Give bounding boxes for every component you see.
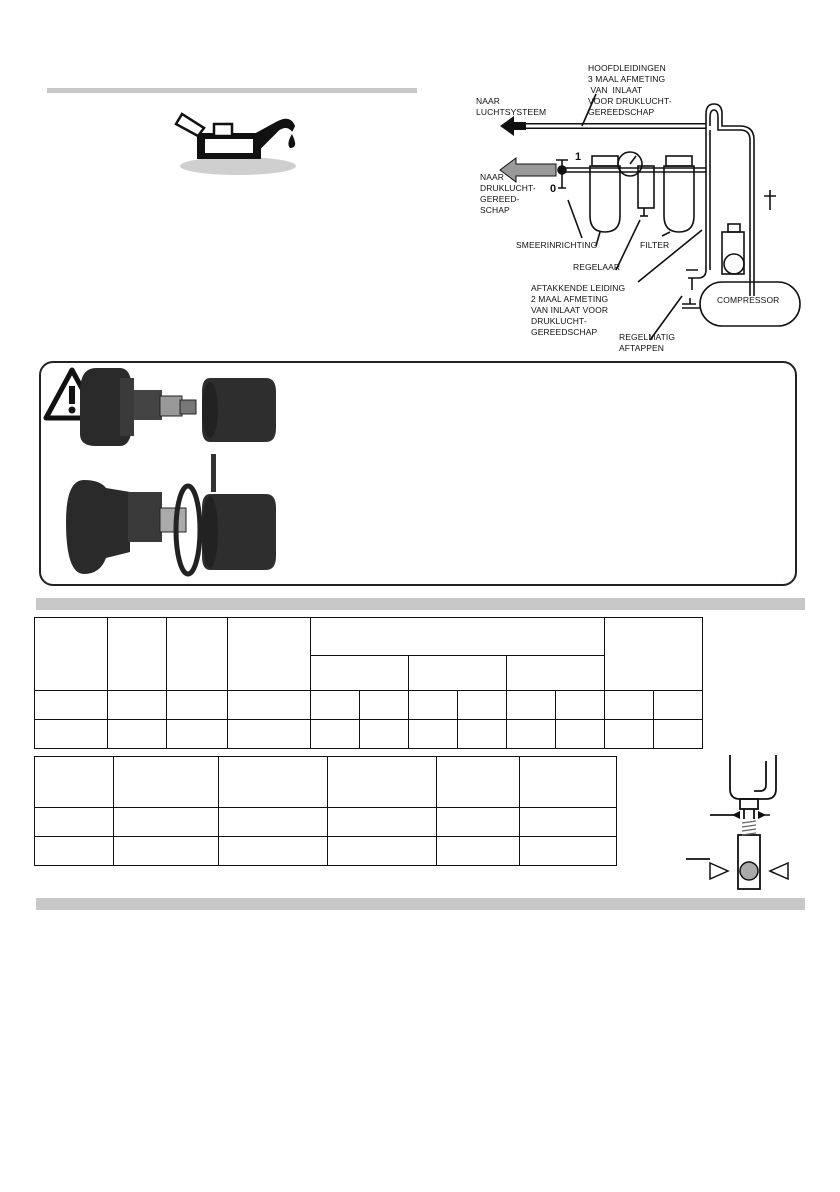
t1-cell <box>35 618 108 691</box>
t1-cell <box>605 720 654 749</box>
t2-cell <box>114 808 219 837</box>
spec-table-2 <box>34 756 617 866</box>
t2-cell <box>437 757 520 808</box>
t1-cell <box>654 691 703 720</box>
t1-cell <box>228 720 311 749</box>
t2-cell <box>35 837 114 866</box>
t2-cell <box>520 808 617 837</box>
t1-cell <box>556 691 605 720</box>
label-regelmatig: REGELMATIG AFTAPPEN <box>619 332 676 353</box>
t1-cell <box>311 720 360 749</box>
t1-cell <box>409 691 458 720</box>
t2-cell <box>437 837 520 866</box>
label-naar-druklucht: NAAR DRUKLUCHT- GEREED- SCHAP <box>480 172 536 215</box>
t1-cell <box>507 691 556 720</box>
t2-cell <box>437 808 520 837</box>
t1-cell <box>458 691 507 720</box>
t2-cell <box>328 808 437 837</box>
spec-table-1 <box>34 617 703 749</box>
t1-cell <box>228 618 311 691</box>
t1-cell <box>507 656 605 691</box>
t1-cell <box>360 691 409 720</box>
t2-cell <box>328 757 437 808</box>
t1-cell <box>409 720 458 749</box>
section-bar-2 <box>36 898 805 910</box>
label-regelaar: REGELAAR <box>573 262 621 272</box>
t1-cell <box>108 618 167 691</box>
t1-cell <box>311 691 360 720</box>
t1-cell <box>605 618 703 691</box>
t1-cell <box>605 691 654 720</box>
label-filter: FILTER <box>640 240 670 250</box>
top-divider <box>47 88 417 93</box>
impact-socket-illustration <box>60 362 290 584</box>
t1-cell <box>409 656 507 691</box>
t2-cell <box>114 837 219 866</box>
tool-dimension-illustration <box>680 755 790 900</box>
t1-cell <box>35 720 108 749</box>
t1-cell <box>458 720 507 749</box>
label-aftakkende: AFTAKKENDE LEIDING 2 MAAL AFMETING VAN INLAAT VOOR DRUKLUCHT- GEREEDSCHAP <box>531 283 626 337</box>
t2-cell <box>35 808 114 837</box>
t1-cell <box>167 618 228 691</box>
t2-cell <box>328 837 437 866</box>
label-hoofdleidingen: HOOFDLEIDINGEN 3 MAAL AFMETING VAN INLAAT VOOR DRUKLUCHT- GEREEDSCHAP <box>588 63 672 117</box>
t2-cell <box>114 757 219 808</box>
label-smeerinrichting: SMEERINRICHTING <box>516 240 598 250</box>
valve-on-label: 1 <box>575 151 582 163</box>
t1-cell <box>167 691 228 720</box>
label-naar-luchtsysteem: NAAR LUCHTSYSTEEM <box>476 96 547 117</box>
t1-cell <box>108 720 167 749</box>
t1-cell <box>556 720 605 749</box>
t2-cell <box>219 757 328 808</box>
t2-cell <box>520 837 617 866</box>
t1-cell <box>311 656 409 691</box>
t2-cell <box>35 757 114 808</box>
t2-cell <box>219 837 328 866</box>
t1-cell <box>35 691 108 720</box>
t1-cell <box>228 691 311 720</box>
section-bar-1 <box>36 598 805 610</box>
t1-cell <box>167 720 228 749</box>
t1-cell <box>360 720 409 749</box>
t2-cell <box>520 757 617 808</box>
t2-cell <box>219 808 328 837</box>
t1-cell <box>108 691 167 720</box>
label-compressor: COMPRESSOR <box>717 295 780 305</box>
t1-cell <box>311 618 605 656</box>
oil-can-icon <box>168 108 303 178</box>
t1-cell <box>654 720 703 749</box>
valve-off-label: 0 <box>550 183 557 195</box>
t1-cell <box>507 720 556 749</box>
